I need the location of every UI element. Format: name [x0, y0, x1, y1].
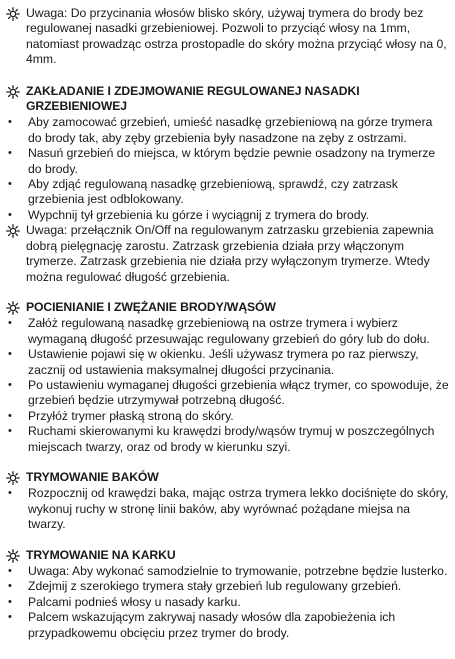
bullet-icon: •: [8, 580, 12, 593]
list-item-text: Zdejmij z szerokiego trymera stały grzebień lub regulowany grzebień.: [28, 579, 402, 594]
section-heading: POCIENIANIE I ZWĘŻANIE BRODY/WĄSÓW: [26, 299, 276, 314]
bullet-icon: •: [8, 208, 12, 221]
list-item-text: Załóż regulowaną nasadkę grzebieniową na ostrze trymera i wybierz wymaganą długość przesuwając regulowany grzebień do góry lub do dołu.: [28, 316, 430, 346]
bullet-icon: •: [8, 317, 12, 330]
bullet-icon: •: [8, 178, 12, 191]
sun-icon: [6, 300, 26, 315]
intro-row: [6, 6, 449, 68]
section-heading: TRYMOWANIE BAKÓW: [26, 469, 159, 484]
list-item: [6, 610, 449, 641]
list-item-text: Po ustawieniu wymaganej długości grzebienia włącz trymer, co spowoduje, że grzebień będzie utrzymywał potrzebną długość.: [28, 377, 449, 408]
list-item: [6, 579, 449, 594]
bullet-icon: •: [8, 565, 12, 577]
section-heading: ZAKŁADANIE I ZDEJMOWANIE REGULOWANEJ NASADKI GRZEBIENIOWEJ: [26, 83, 360, 114]
sun-icon: [6, 84, 26, 99]
section-heading-row: [6, 84, 449, 115]
bullet-icon: •: [8, 147, 12, 160]
section-neck: [6, 548, 449, 641]
list-item-text: Ruchami skierowanymi ku krawędzi brody/wąsów trymuj w poszczególnych miejscach twarzy, oraz od brody w kierunku szyi.: [28, 424, 435, 454]
list-item: [6, 177, 449, 208]
list-item: [6, 424, 449, 455]
intro-note: [6, 6, 449, 68]
list-item: [6, 564, 449, 579]
bullet-icon: •: [8, 116, 12, 129]
list-item: [6, 316, 449, 347]
bullet-icon: •: [8, 425, 12, 438]
note-text: Uwaga: przełącznik On/Off na regulowanym zatrzasku grzebienia zapewnia dobrą pielęgnację zarostu. Zatrzask grzebienia działa przy włączonym trymerze. Zatrzask grzebienia nie działa przy wyłączonym trymerze. Wtedy można regulować długość grzebienia.: [26, 223, 434, 284]
section-heading-row: [6, 300, 449, 315]
bullet-icon: •: [8, 378, 12, 391]
list-item-text: Ustawienie pojawi się w okienku. Jeśli używasz trymera po raz pierwszy, zacznij od ustawienia maksymalnej długości przycinania.: [28, 347, 419, 377]
section-heading-row: [6, 548, 449, 563]
list-item-text: Aby zamocować grzebień, umieść nasadkę grzebieniową na górze trymera do brody tak, aby zęby grzebienia były nasadzone na zęby z ostrzami.: [28, 115, 433, 145]
list-item: [6, 146, 449, 177]
list-item-text: Uwaga: Aby wykonać samodzielnie to trymowanie, potrzebne będzie lusterko.: [28, 564, 448, 578]
bullet-icon: •: [8, 409, 12, 422]
intro-text: Uwaga: Do przycinania włosów blisko skóry, używaj trymera do brody bez regulowanej nasadki grzebieniowej. Pozwoli to przyciąć włosy na 1mm, natomiast prowadząc ostrza prostopadle do skóry można przyciąć włosy na 0, 4mm.: [26, 6, 447, 67]
bullet-icon: •: [8, 611, 12, 624]
list-item-text: Palcami podnieś włosy u nasady karku.: [28, 594, 241, 609]
list-item-text: Rozpocznij od krawędzi baka, mając ostrza trymera lekko dociśnięte do skóry, wykonuj ruchy w stronę linii baków, aby wyrównać pożądane miejsa na twarzy.: [28, 486, 449, 532]
bullet-icon: •: [8, 348, 12, 361]
section-heading: TRYMOWANIE NA KARKU: [26, 547, 176, 562]
section-attach-comb: [6, 84, 449, 285]
list-item-text: Przyłóż trymer płaską stroną do skóry.: [28, 408, 234, 423]
list-item: [6, 595, 449, 610]
section-sideburns: [6, 470, 449, 533]
section-heading-row: [6, 470, 449, 485]
manual-page: [6, 6, 449, 656]
list-item-text: Nasuń grzebień do miejsca, w którym będzie pewnie osadzony na trymerze do brody.: [28, 146, 436, 176]
bullet-icon: •: [8, 487, 12, 500]
list-item: [6, 409, 449, 424]
list-item-text: Wypchnij tył grzebienia ku górze i wyciągnij z trymera do brody.: [28, 207, 370, 222]
list-item-text: Aby zdjąć regulowaną nasadkę grzebieniową, sprawdź, czy zatrzask grzebienia jest odblokowany.: [28, 177, 398, 207]
note-item: [6, 223, 449, 285]
sun-icon: [6, 223, 26, 238]
list-item: [6, 347, 449, 378]
list-item-text: Palcem wskazującym zakrywaj nasady włosów dla zapobieżenia ich przypadkowemu obcięciu przez trymer do brody.: [28, 610, 396, 640]
list-item: [6, 208, 449, 223]
list-item: [6, 486, 449, 532]
bullet-icon: •: [8, 595, 12, 608]
list-item: [6, 115, 449, 146]
sun-icon: [6, 548, 26, 563]
section-thinning: [6, 300, 449, 455]
list-item: [6, 378, 449, 409]
sun-icon: [6, 470, 26, 485]
sun-icon: [6, 6, 26, 21]
